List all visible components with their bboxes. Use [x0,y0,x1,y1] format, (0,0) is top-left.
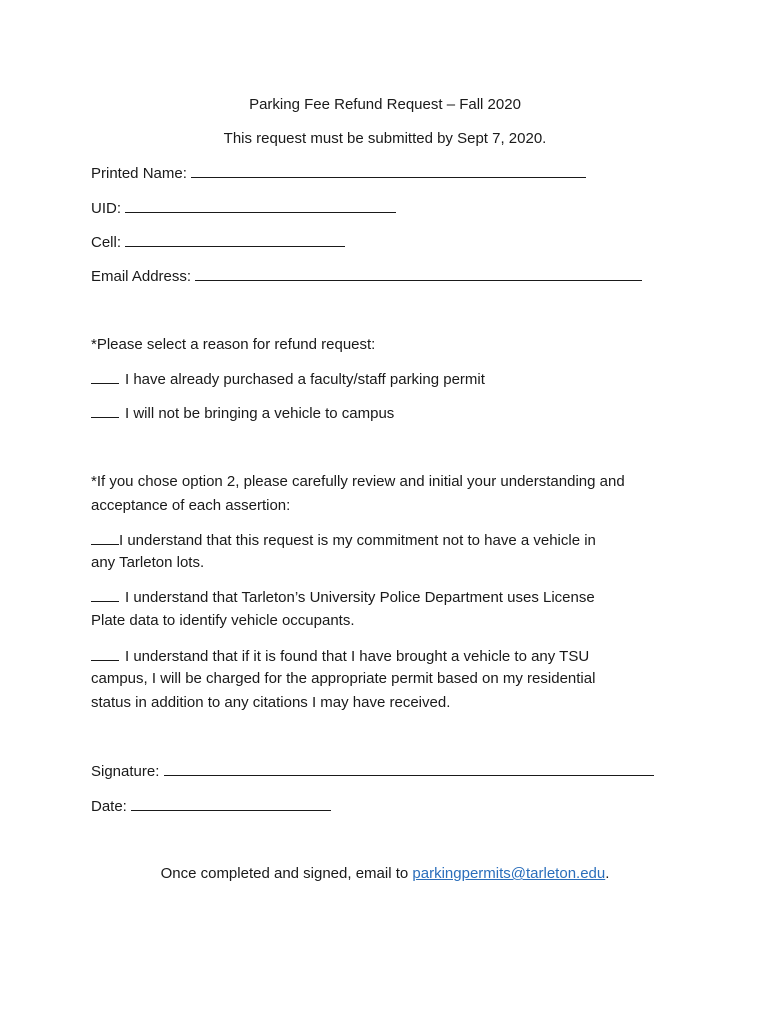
assertion-3-text-line-2: campus, I will be charged for the appropriate permit based on my residential [91,670,596,687]
cell-blank[interactable] [125,232,345,247]
reason-option-2 [91,403,394,424]
reason-option-2-text: I will not be bringing a vehicle to campus [125,405,395,422]
reason-option-1-text: I have already purchased a faculty/staff parking permit [125,371,485,388]
assertion-1-initial-blank[interactable] [91,530,119,545]
footer-instructions [0,864,770,884]
cell-label: Cell: [91,234,122,251]
uid-blank[interactable] [125,198,396,213]
assertion-2 [91,587,595,608]
signature-label: Signature: [91,763,160,780]
form-title: Parking Fee Refund Request – Fall 2020 [249,96,521,113]
uid-row [91,198,396,219]
email-row [91,266,642,287]
email-blank[interactable] [195,266,642,281]
submission-deadline: This request must be submitted by Sept 7, 2020. [223,130,547,147]
uid-label: UID: [91,200,121,217]
reason-option-1 [91,369,485,390]
assertion-2-text-line-2: Plate data to identify vehicle occupants. [91,612,355,629]
date-label: Date: [91,798,127,815]
printed-name-label: Printed Name: [91,165,187,182]
footer-period: . [605,865,610,882]
email-label: Email Address: [91,268,192,285]
assertion-3 [91,646,589,667]
assertion-2-initial-blank[interactable] [91,587,119,602]
reason-prompt: *Please select a reason for refund request: [91,336,376,353]
printed-name-row [91,163,586,184]
assertion-3-text-line-3: status in addition to any citations I may have received. [91,694,451,711]
assertion-1-text-line-2: any Tarleton lots. [91,554,205,571]
footer-text: Once completed and signed, email to [160,865,409,882]
assertion-1-text-line-1: I understand that this request is my commitment not to have a vehicle in [119,532,596,549]
signature-row [91,761,654,782]
signature-blank[interactable] [164,761,654,776]
assertion-prompt-line-2: acceptance of each assertion: [91,497,291,514]
assertion-prompt-line-1: *If you chose option 2, please carefully review and initial your understanding and [91,473,625,490]
cell-row [91,232,345,253]
reason-option-1-blank[interactable] [91,369,119,384]
assertion-3-text-line-1: I understand that if it is found that I have brought a vehicle to any TSU [125,648,590,665]
reason-option-2-blank[interactable] [91,403,119,418]
date-row [91,796,331,817]
printed-name-blank[interactable] [191,163,586,178]
assertion-1 [91,530,596,551]
assertion-2-text-line-1: I understand that Tarleton’s University Police Department uses License [125,589,595,606]
date-blank[interactable] [131,796,331,811]
email-link[interactable]: parkingpermits@tarleton.edu [412,865,606,882]
assertion-3-initial-blank[interactable] [91,646,119,661]
